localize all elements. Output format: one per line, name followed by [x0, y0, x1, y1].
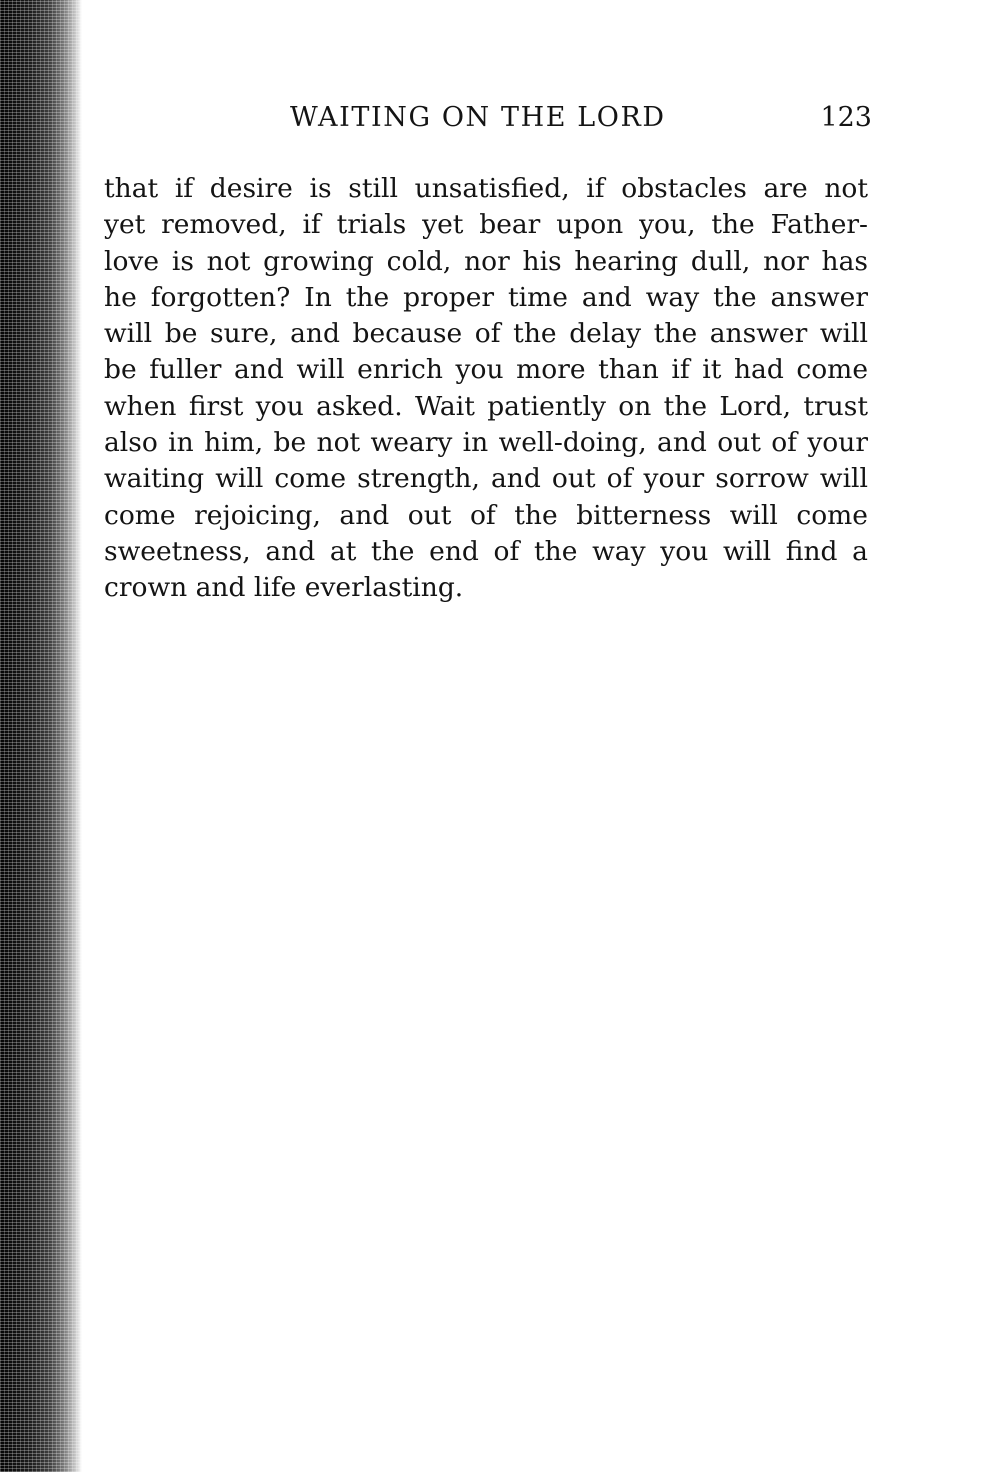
- text-line: will be sure, and because of the delay the answer will: [104, 318, 868, 350]
- text-line: be fuller and will enrich you more than if it had come: [104, 354, 868, 386]
- page-number: 123: [820, 102, 872, 133]
- text-line: crown and life everlasting.: [104, 572, 464, 604]
- text-line: waiting will come strength, and out of your sorrow will: [104, 463, 868, 495]
- running-head: [100, 98, 872, 138]
- page-binding-shadow: [0, 0, 82, 1472]
- text-line: also in him, be not weary in well-doing, and out of your: [104, 427, 868, 459]
- text-line: sweetness, and at the end of the way you will find a: [104, 535, 868, 567]
- text-line: love is not growing cold, nor his hearing dull, nor has: [104, 245, 868, 277]
- text-line: yet removed, if trials yet bear upon you, the Father-: [104, 209, 868, 241]
- running-title: WAITING ON THE LORD: [290, 102, 666, 133]
- body-paragraph: [104, 171, 868, 607]
- text-line: he forgotten? In the proper time and way the answer: [104, 281, 868, 313]
- text-line: when first you asked. Wait patiently on the Lord, trust: [104, 390, 868, 422]
- text-line: come rejoicing, and out of the bitterness will come: [104, 499, 868, 531]
- text-line: that if desire is still unsatisfied, if obstacles are not: [104, 173, 868, 204]
